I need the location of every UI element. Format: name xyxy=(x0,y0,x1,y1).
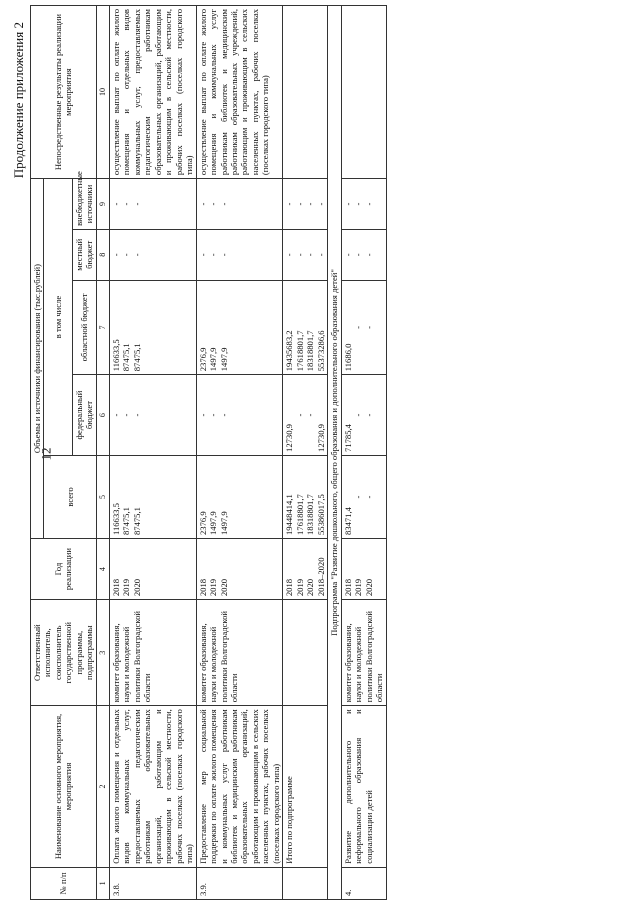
header-responsible: Ответственный исполнитель, соисполнитель государственной программы, подпрограммы xyxy=(31,600,97,706)
row-name: Оплата жилого помещения и отдельных видов коммунальных услуг, предоставляемых педагогическим работникам образовательных организаций, работающим и проживающим в сельской местности, рабочих поселках (поселках городского типа) xyxy=(109,706,196,867)
page-number: 12 xyxy=(38,447,54,461)
subprogram-title: Подпрограмма "Развитие дошкольного, общего образования и дополнительного образования детей" xyxy=(328,6,341,900)
row-federal: - - - xyxy=(109,375,196,456)
header-including: в том числе xyxy=(44,179,72,456)
row-extrabudget: - - - xyxy=(341,179,386,230)
row-name: Предоставление мер социальной поддержки по оплате жилого помещения и коммунальных услуг работникам библиотек и медицинским работникам образовательных организаций, работающим и проживающим в сельских населенных пунктах, рабочих поселках (поселках городского типа) xyxy=(196,706,283,867)
col-number: 4 xyxy=(96,539,109,600)
row-responsible: комитет образования, науки и молодежной политики Волгоградской области xyxy=(109,600,196,706)
row-total: 83471,4 - - xyxy=(341,455,386,538)
column-numbers-row xyxy=(96,6,109,900)
col-number: 7 xyxy=(96,280,109,375)
row-regional: 116633,5 87475,1 87475,1 xyxy=(109,280,196,375)
row-total: 116633,5 87475,1 87475,1 xyxy=(109,455,196,538)
row-federal: 71785,4 - - xyxy=(341,375,386,456)
total-federal: 12730,9 - - 12730,9 xyxy=(283,375,328,456)
row-years: 2018 2019 2020 xyxy=(341,539,386,600)
row-regional: 2376,9 1497,9 1497,9 xyxy=(196,280,283,375)
header-local: местный бюджет xyxy=(72,229,96,280)
total-num xyxy=(283,867,328,899)
row-result xyxy=(341,6,386,179)
total-local: - - - - xyxy=(283,229,328,280)
table-row xyxy=(109,6,196,900)
col-number: 9 xyxy=(96,179,109,230)
header-total: всего xyxy=(44,455,96,538)
total-total: 19448414,1 17618801,7 18318801,7 55386017,5 xyxy=(283,455,328,538)
col-number: 1 xyxy=(96,867,109,899)
total-result xyxy=(283,6,328,179)
col-number: 10 xyxy=(96,6,109,179)
col-number: 5 xyxy=(96,455,109,538)
total-years: 2018 2019 2020 2018–2020 xyxy=(283,539,328,600)
table-row xyxy=(196,6,283,900)
col-number: 2 xyxy=(96,706,109,867)
row-years: 2018 2019 2020 xyxy=(109,539,196,600)
header-federal: федеральный бюджет xyxy=(72,375,96,456)
row-total: 2376,9 1497,9 1497,9 xyxy=(196,455,283,538)
row-result: осуществление выплат по оплате жилого помещения и отдельных видов коммунальных услуг, предоставляемых педагогическим работникам образовательных организаций, работающим и проживающим в сельской местности, рабочих поселках (поселках городского типа) xyxy=(109,6,196,179)
row-result: осуществление выплат по оплате жилого помещения и коммунальных услуг работникам библиотек и медицинским работникам образовательных учреждений, работающим и проживающим в сельских населенных пунктах, рабочих поселках (поселках городского типа) xyxy=(196,6,283,179)
row-years: 2018 2019 2020 xyxy=(196,539,283,600)
row-extrabudget: - - - xyxy=(196,179,283,230)
row-regional: 11686,0 - - xyxy=(341,280,386,375)
row-responsible: комитет образования, науки и молодежной политики Волгоградской области xyxy=(196,600,283,706)
table-row xyxy=(341,6,386,900)
row-extrabudget: - - - xyxy=(109,179,196,230)
col-number: 6 xyxy=(96,375,109,456)
total-label: Итого по подпрограмме xyxy=(283,706,328,867)
row-local: - - - xyxy=(196,229,283,280)
row-num: 3.9. xyxy=(196,867,283,899)
total-row xyxy=(283,6,328,900)
header-name: Наименование основного мероприятия, мероприятия xyxy=(31,706,97,867)
row-name: Развитие дополнительного и неформального образования и социализации детей xyxy=(341,706,386,867)
header-year: Год реализации xyxy=(31,539,97,600)
header-extrabudget: внебюджетные источники xyxy=(72,179,96,230)
col-number: 8 xyxy=(96,229,109,280)
total-extrabudget: - - - - xyxy=(283,179,328,230)
row-num: 4. xyxy=(341,867,386,899)
total-regional: 19435683,2 17618801,7 18318801,7 55373286,6 xyxy=(283,280,328,375)
header-regional: областной бюджет xyxy=(72,280,96,375)
funding-table xyxy=(30,5,387,900)
continuation-label: Продолжение приложения 2 xyxy=(11,22,26,179)
row-federal: - - - xyxy=(196,375,283,456)
header-funding: Объемы и источники финансирования (тыс.рублей) xyxy=(31,179,44,539)
row-num: 3.8. xyxy=(109,867,196,899)
col-number: 3 xyxy=(96,600,109,706)
row-local: - - - xyxy=(109,229,196,280)
header-num: № п/п xyxy=(31,867,97,899)
subprogram-row xyxy=(328,6,341,900)
row-responsible: комитет образования, науки и молодежной политики Волгоградской области xyxy=(341,600,386,706)
total-responsible xyxy=(283,600,328,706)
header-row-1 xyxy=(31,6,44,900)
row-local: - - - xyxy=(341,229,386,280)
header-result: Непосредственные результаты реализации мероприятия xyxy=(31,6,97,179)
